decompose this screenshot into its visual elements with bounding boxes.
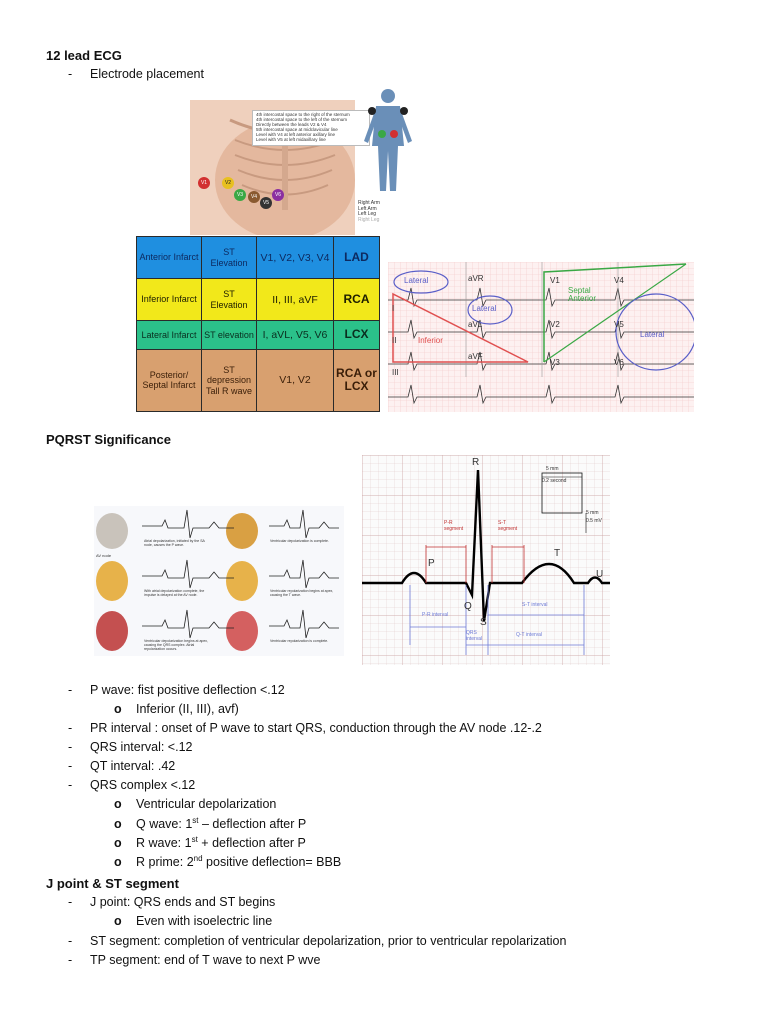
interval-label-qt: Q-T interval xyxy=(516,632,543,638)
table-row xyxy=(137,237,380,279)
bullet-p-wave: - P wave: fist positive deflection <.12 xyxy=(68,683,285,697)
segment-label-st: S-T segment xyxy=(498,520,518,532)
bullet-st-segment: - ST segment: completion of ventricular depolarization, prior to ventricular repolarization xyxy=(68,934,567,948)
leads-cell: V1, V2 xyxy=(257,349,334,411)
region-label-inferior: Inferior xyxy=(418,336,443,345)
limb-legend-line: Left Arm xyxy=(358,205,377,212)
legend-line: Directly between the leads V2 & V4 xyxy=(256,121,327,127)
conduction-caption: Ventricular repolarization is complete. xyxy=(270,639,329,643)
artery-cell: RCA or LCX xyxy=(334,349,380,411)
infarct-cell: Inferior Infarct xyxy=(137,279,202,321)
subbullet-isoelectric: o Even with isoelectric line xyxy=(114,914,273,928)
interval-label-st: S-T interval xyxy=(522,602,548,608)
interval-label-qrs: QRS interval xyxy=(466,630,483,642)
lead-label-avl: aVL xyxy=(468,320,483,329)
lead-label-v2: V2 xyxy=(550,320,560,329)
region-label-lateral: Lateral xyxy=(472,304,497,313)
electrode-v4: V4 xyxy=(248,191,260,203)
finding-cell: ST Elevation xyxy=(202,237,257,279)
wave-label-q: Q xyxy=(464,601,472,612)
leads-cell: V1, V2, V3, V4 xyxy=(257,237,334,279)
electrode-v3: V3 xyxy=(234,189,246,201)
lead-label-i: I xyxy=(392,304,395,313)
wave-label-t: T xyxy=(554,548,561,559)
infarct-cell: Lateral Infarct xyxy=(137,321,202,350)
electrode-v1: V1 xyxy=(198,177,210,189)
conduction-caption: With atrial depolarization complete, the impulse is delayed at the AV node. xyxy=(144,589,205,597)
wave-label-p: P xyxy=(428,558,435,569)
leads-cell: I, aVL, V5, V6 xyxy=(257,321,334,350)
legend-line: 5th intercostal space at midclavicular line xyxy=(256,126,338,132)
limb-legend-line: Right Arm xyxy=(358,200,380,206)
subbullet-p-wave: o Inferior (II, III), avf) xyxy=(114,702,239,716)
scale-volt-label: 5 mm xyxy=(586,510,599,516)
section-heading-12-lead: 12 lead ECG xyxy=(46,48,122,63)
pqrst-diagram xyxy=(362,455,610,665)
lead-label-v5: V5 xyxy=(614,320,624,329)
lead-label-v1: V1 xyxy=(550,276,560,285)
infarct-table xyxy=(136,236,380,412)
leads-cell: II, III, aVF xyxy=(257,279,334,321)
limb-legend-line: Left Leg xyxy=(358,211,377,217)
wave-label-r: R xyxy=(472,457,480,468)
scale-time-sub-label: 0.2 second xyxy=(542,478,567,484)
conduction-illustration xyxy=(94,506,344,656)
finding-cell: ST elevation xyxy=(202,321,257,350)
section-heading-pqrst: PQRST Significance xyxy=(46,432,171,447)
legend-line: 4th intercostal space to the left of the sternum xyxy=(256,116,348,122)
bullet-j-point: - J point: QRS ends and ST begins xyxy=(68,895,276,909)
wave-label-s: S xyxy=(480,617,487,628)
conduction-caption: Ventricular repolarization begins at apex, causing the T wave. xyxy=(270,589,334,597)
segment-label-pr: P-R segment xyxy=(444,520,464,532)
bullet-qrs-complex: - QRS complex <.12 xyxy=(68,778,196,792)
region-label-lateral: Lateral xyxy=(404,276,429,285)
table-row xyxy=(137,279,380,321)
body-silhouette-icon xyxy=(358,86,418,196)
scale-volt-sub-label: 0.5 mV xyxy=(586,518,602,524)
bullet-qt-interval: - QT interval: .42 xyxy=(68,759,176,773)
subbullet-q-wave: o Q wave: 1st – deflection after P xyxy=(114,816,307,832)
legend-line: Level with V4 at left anterior axillary line xyxy=(256,131,336,137)
limb-lead-figure xyxy=(358,86,418,236)
finding-cell: ST depression Tall R wave xyxy=(202,349,257,411)
limb-legend-line: Right Leg xyxy=(358,216,380,223)
lead-label-ii: II xyxy=(392,336,397,345)
legend-line: Level with V5 at left midaxillary line xyxy=(256,136,326,142)
electrode-v2: V2 xyxy=(222,177,234,189)
lead-label-v4: V4 xyxy=(614,276,624,285)
lead-label-avr: aVR xyxy=(468,274,484,283)
subbullet-r-wave: o R wave: 1st + deflection after P xyxy=(114,835,306,851)
electrode-legend-box xyxy=(252,110,370,146)
infarct-cell: Posterior/ Septal Infarct xyxy=(137,349,202,411)
av-node-label: AV node xyxy=(96,553,112,558)
legend-line: 4th intercostal space to the right of the sternum xyxy=(256,112,350,117)
lead-label-iii: III xyxy=(392,368,399,377)
artery-cell: LAD xyxy=(334,237,380,279)
artery-cell: RCA xyxy=(334,279,380,321)
bullet-tp-segment: - TP segment: end of T wave to next P wve xyxy=(68,953,321,967)
finding-cell: ST Elevation xyxy=(202,279,257,321)
region-label-septal-anterior: Septal Anterior xyxy=(568,286,597,303)
hearts-svg xyxy=(94,506,344,656)
table-row xyxy=(137,349,380,411)
subbullet-r-prime: o R prime: 2nd positive deflection= BBB xyxy=(114,854,342,870)
section-heading-j-point: J point & ST segment xyxy=(46,876,179,891)
subbullet-ventricular-depolarization: o Ventricular depolarization xyxy=(114,797,277,811)
lead-label-avf: aVF xyxy=(468,352,483,361)
interval-label-pr: P-R interval xyxy=(422,612,449,618)
bullet-qrs-interval: - QRS interval: <.12 xyxy=(68,740,193,754)
conduction-caption: Ventricular depolarization is complete. xyxy=(270,539,329,543)
electrode-v5: V5 xyxy=(260,197,272,209)
artery-cell: LCX xyxy=(334,321,380,350)
electrode-v6: V6 xyxy=(272,189,284,201)
conduction-caption: Atrial depolarization, initiated by the SA node, causes the P wave. xyxy=(144,539,205,547)
bullet-electrode-placement: - Electrode placement xyxy=(68,67,204,81)
infarct-cell: Anterior Infarct xyxy=(137,237,202,279)
lead-label-v3: V3 xyxy=(550,358,560,367)
lead-label-v6: V6 xyxy=(614,358,624,367)
region-label-lateral: Lateral xyxy=(640,330,665,339)
chest-electrode-dots xyxy=(198,175,348,215)
wave-label-u: U xyxy=(596,569,604,580)
twelve-lead-ecg-strip xyxy=(388,262,694,412)
scale-time-label: 5 mm xyxy=(546,466,559,472)
conduction-caption: Ventricular depolarization begins at apex, causing the QRS complex. Atrial repolarization occurs. xyxy=(144,639,209,651)
bullet-pr-interval: - PR interval : onset of P wave to start QRS, conduction through the AV node .12-.2 xyxy=(68,721,542,735)
table-row xyxy=(137,321,380,350)
